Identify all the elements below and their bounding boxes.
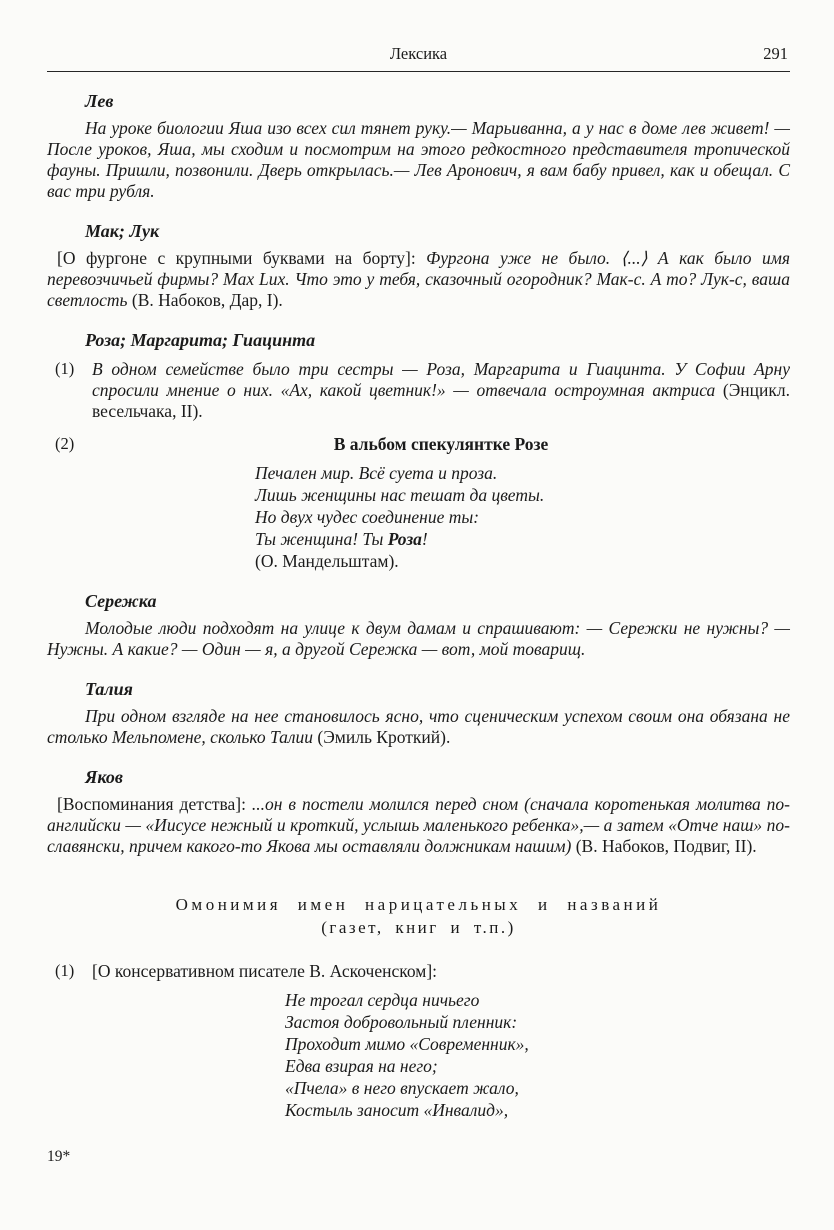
poem-line: Застоя добровольный пленник: [285, 1012, 518, 1032]
entry-roza [47, 329, 790, 572]
joke-text: При одном взгляде на нее становилось ясно, что сценическим успехом своим она обязана не столько Мельпомене, сколько Талии [47, 706, 790, 747]
source-citation: (В. Набоков, Дар, I). [131, 290, 283, 310]
item-body [92, 961, 790, 982]
poem-line: «Пчела» в него впускает жало, [285, 1078, 519, 1098]
poem-line: Едва взирая на него; [285, 1056, 438, 1076]
numbered-item-2 [47, 434, 790, 572]
poem-line: Но двух чудес соединение ты: [255, 507, 480, 527]
poem-line: Печален мир. Всё суета и проза. [255, 463, 498, 483]
source-citation: (В. Набоков, Подвиг, II). [575, 836, 757, 856]
final-line-suffix: ! [421, 529, 428, 549]
section-heading-line2: (газет, книг и т.п.) [321, 918, 516, 937]
entry-title: Сережка [85, 591, 157, 611]
poem [255, 462, 790, 572]
item-number: (1) [55, 359, 75, 378]
entry-title: Талия [85, 679, 133, 699]
bracketed-context: [Воспоминания детства]: [57, 794, 252, 814]
entry-text [47, 248, 790, 311]
item-body [92, 359, 790, 422]
item-number: (1) [55, 961, 75, 980]
entry-title: Лев [85, 91, 114, 111]
signature-mark: 19* [47, 1148, 71, 1165]
entry-text [47, 706, 790, 748]
joke-text: Фургона уже не было. ⟨...⟩ А как было имя перевозчичьей фирмы? Max Lux. Что это у тебя, сказочный огородник? Мак-с. А то? Лук-с, ваша светлость [47, 248, 790, 310]
page-header [47, 44, 790, 66]
section-heading-line1: Омонимия имен нарицательных и названий [175, 895, 662, 914]
entry-taliya [47, 678, 790, 748]
source-citation: (Энцикл. весельчака, II). [92, 380, 790, 421]
homonymy-item-1 [47, 961, 790, 1121]
entry-text [47, 794, 790, 857]
entry-lev [47, 90, 790, 202]
entry-text: На уроке биологии Яша изо всех сил тянет руку.— Марьиванна, а у нас в доме лев живет! — После уроков, Яша, мы сходим и посмотрим на этого редкостного представителя тропической фауны. Пришли, позвонили. Дверь открылась.— Лев Аронович, я вам бабу привел, как и обещал. С вас три рубля. [47, 118, 790, 201]
joke-text: В одном семействе было три сестры — Роза, Маргарита и Гиацинта. У Софии Арну спросили мнение о них. «Ах, какой цветник!» — отвечала остроумная актриса [92, 359, 790, 400]
poem-line: Костыль заносит «Инвалид», [285, 1100, 509, 1120]
entry-text: Молодые люди подходят на улице к двум дамам и спрашивают: — Сережки не нужны? — Нужны. А какие? — Один — я, а другой Сережка — вот, мой товарищ. [47, 618, 790, 659]
entry-mak-luk [47, 220, 790, 311]
item-body [92, 434, 790, 572]
entry-text [92, 359, 790, 422]
final-line-prefix: Ты женщина! Ты [255, 529, 388, 549]
joke-text: ...он в постели молился перед сном (сначала коротенькая молитва по-английски — «Иисусе нежный и кроткий, услышь маленького ребенка»,— а затем «Отче наш» по-славянски, причем какого-то Якова мы оставляли должникам нашим) [47, 794, 790, 856]
source-citation: (Эмиль Кроткий). [317, 727, 451, 747]
poem-line: Не трогал сердца ничьего [285, 990, 480, 1010]
numbered-item-1 [47, 359, 790, 422]
item-number: (2) [55, 434, 75, 453]
bracketed-context: [О фургоне с крупными буквами на борту]: [57, 248, 427, 268]
section-heading [47, 893, 790, 939]
poem [285, 989, 790, 1121]
poem-line-final [255, 528, 790, 550]
running-title: Лексика [389, 44, 448, 63]
entry-title: Яков [85, 767, 123, 787]
poem-attribution: (О. Мандельштам). [255, 551, 399, 571]
entry-serezhka [47, 590, 790, 660]
entry-yakov [47, 766, 790, 857]
poem-title: В альбом спекулянтке Розе [333, 434, 549, 454]
entry-title: Роза; Маргарита; Гиацинта [85, 330, 316, 350]
poem-line: Лишь женщины нас тешат да цветы. [255, 485, 545, 505]
final-line-bold-word: Роза [387, 529, 422, 549]
page-number: 291 [763, 44, 788, 63]
poem-line: Проходит мимо «Современник», [285, 1034, 529, 1054]
bracketed-context: [О консервативном писателе В. Аскоченском]: [92, 961, 438, 981]
entry-title: Мак; Лук [85, 221, 160, 241]
header-rule [47, 71, 790, 72]
